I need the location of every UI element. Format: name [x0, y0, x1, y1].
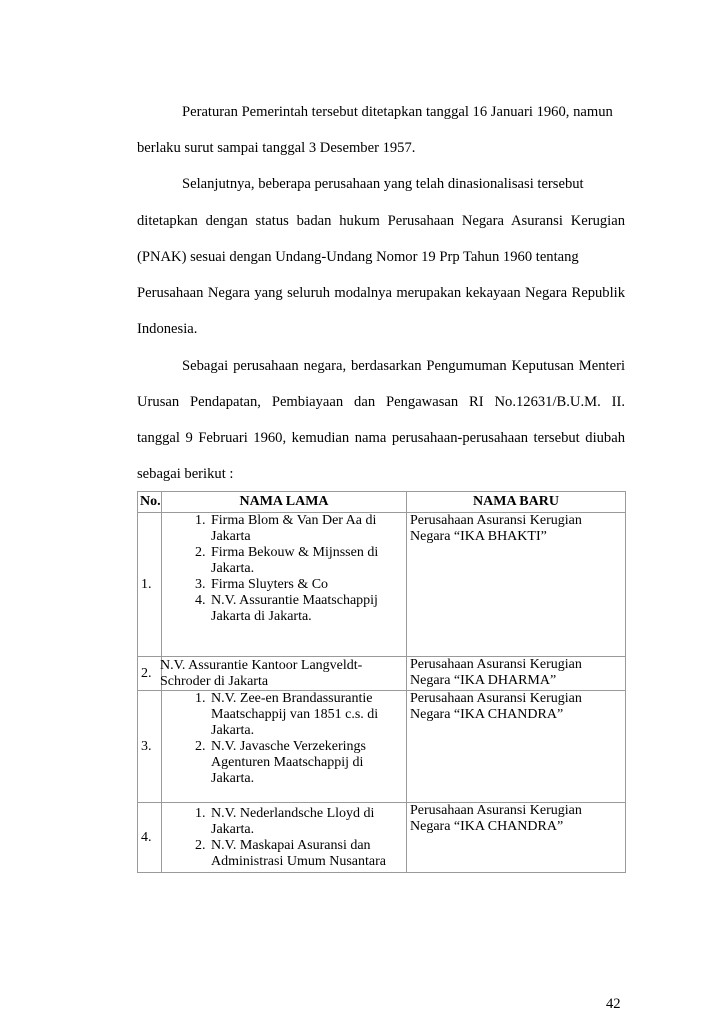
nama-baru-cell: Perusahaan Asuransi Kerugian Negara “IKA BHAKTI”	[407, 513, 626, 657]
table-header-row	[138, 492, 626, 513]
list-item: 2. Firma Bekouw & Mijnssen di Jakarta.	[209, 545, 406, 577]
list-item: 2. N.V. Javasche Verzekerings Agenturen Maatschappij di Jakarta.	[209, 739, 406, 787]
name-change-table	[137, 491, 626, 873]
list-item: 3. Firma Sluyters & Co	[209, 577, 406, 593]
paragraph-1-line-1: Peraturan Pemerintah tersebut ditetapkan tanggal 16 Januari 1960, namun	[182, 104, 613, 120]
table-row	[138, 657, 626, 691]
table-row	[138, 803, 626, 873]
page-number: 42	[606, 996, 621, 1012]
table-row	[138, 513, 626, 657]
nama-lama-cell	[162, 513, 407, 657]
paragraph-1-line-2: berlaku surut sampai tanggal 3 Desember 1957.	[137, 140, 416, 156]
paragraph-2-line-4: Perusahaan Negara yang seluruh modalnya merupakan kekayaan Negara Republik	[137, 285, 625, 301]
paragraph-3-line-1: Sebagai perusahaan negara, berdasarkan Pengumuman Keputusan Menteri	[182, 358, 625, 374]
row-number: 1.	[138, 513, 162, 657]
list-item: 2. N.V. Maskapai Asuransi dan Administrasi Umum Nusantara	[209, 838, 406, 870]
nama-baru-cell: Perusahaan Asuransi Kerugian Negara “IKA CHANDRA”	[407, 803, 626, 873]
list-item: 1. Firma Blom & Van Der Aa di Jakarta	[209, 513, 406, 545]
header-no: No.	[138, 492, 162, 513]
table-row	[138, 691, 626, 803]
paragraph-2-line-5: Indonesia.	[137, 321, 198, 337]
row-number: 2.	[138, 657, 162, 691]
paragraph-3-line-2: Urusan Pendapatan, Pembiayaan dan Pengawasan RI No.12631/B.U.M. II.	[137, 394, 625, 410]
header-nama-baru: NAMA BARU	[407, 492, 626, 513]
paragraph-2-line-3: (PNAK) sesuai dengan Undang-Undang Nomor 19 Prp Tahun 1960 tentang	[137, 249, 579, 265]
row-number: 3.	[138, 691, 162, 803]
nama-lama-list	[162, 691, 406, 787]
list-item: 1. N.V. Zee-en Brandassurantie Maatschappij van 1851 c.s. di Jakarta.	[209, 691, 406, 739]
list-item: 1. N.V. Nederlandsche Lloyd di Jakarta.	[209, 806, 406, 838]
nama-lama-cell	[162, 803, 407, 873]
nama-baru-cell: Perusahaan Asuransi Kerugian Negara “IKA DHARMA”	[407, 657, 626, 691]
paragraph-2-line-2: ditetapkan dengan status badan hukum Perusahaan Negara Asuransi Kerugian	[137, 213, 625, 229]
nama-lama-text: N.V. Assurantie Kantoor Langveldt-Schroder di Jakarta	[160, 657, 363, 689]
nama-lama-cell	[162, 657, 407, 691]
nama-lama-cell	[162, 691, 407, 803]
nama-baru-cell: Perusahaan Asuransi Kerugian Negara “IKA CHANDRA”	[407, 691, 626, 803]
paragraph-3-line-4: sebagai berikut :	[137, 466, 234, 482]
nama-lama-list	[162, 513, 406, 625]
paragraph-2-line-1: Selanjutnya, beberapa perusahaan yang telah dinasionalisasi tersebut	[182, 176, 584, 192]
paragraph-3-line-3: tanggal 9 Februari 1960, kemudian nama perusahaan-perusahaan tersebut diubah	[137, 430, 625, 446]
row-number: 4.	[138, 803, 162, 873]
header-nama-lama: NAMA LAMA	[162, 492, 407, 513]
list-item: 4. N.V. Assurantie Maatschappij Jakarta di Jakarta.	[209, 593, 406, 625]
nama-lama-list	[162, 806, 406, 870]
